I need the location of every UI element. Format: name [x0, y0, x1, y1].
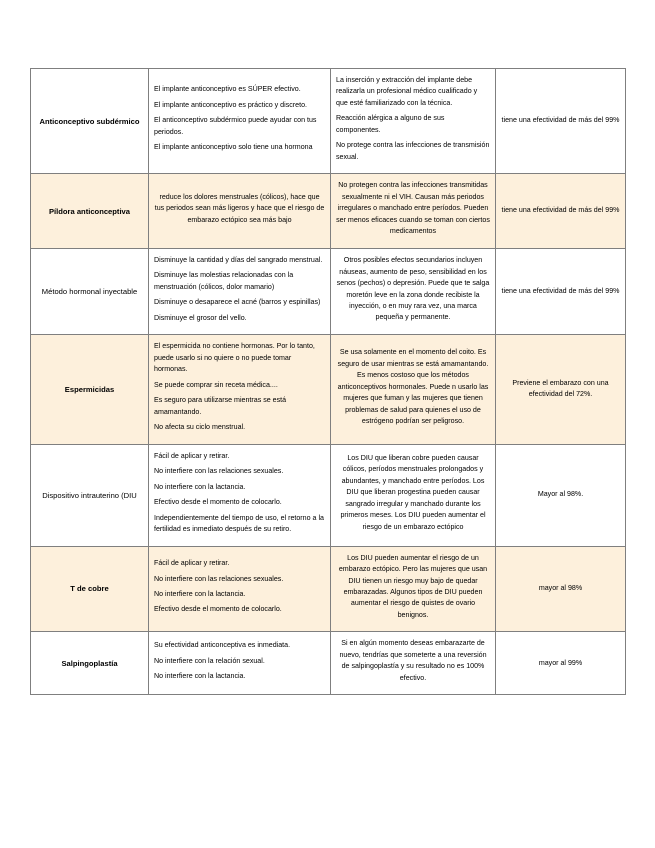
method-name-cell: Espermicidas [31, 335, 149, 444]
benefits-cell-line: El anticonceptivo subdérmico puede ayudar con tus periodos. [154, 116, 317, 136]
benefits-cell-line: Fácil de aplicar y retirar. [154, 451, 230, 460]
table-row [31, 335, 626, 444]
effectiveness-cell-line: mayor al 99% [538, 658, 583, 667]
effectiveness-cell [496, 174, 626, 248]
effectiveness-cell [496, 546, 626, 632]
benefits-cell [149, 632, 331, 695]
table-row [31, 174, 626, 248]
benefits-cell [149, 174, 331, 248]
risks-cell-line: Los DIU pueden aumentar el riesgo de un embarazo ectópico. Pero las mujeres que usan DIU tienen un riesgo muy bajo de quedar embarazadas. Algunos tipos de DIU pueden aumentar el riesgo de quistes de ovario benignos. [338, 553, 488, 619]
method-name-cell: Píldora anticonceptiva [31, 174, 149, 248]
effectiveness-cell-line: Mayor al 98%. [537, 490, 584, 499]
risks-cell-line: La inserción y extracción del implante debe realizarla un profesional médico cualificado y que esté familiarizado con la técnica. [336, 76, 478, 107]
method-name-cell: T de cobre [31, 546, 149, 632]
risks-cell [331, 444, 496, 546]
benefits-cell [149, 69, 331, 174]
effectiveness-cell [496, 248, 626, 334]
table-row [31, 546, 626, 632]
table-body [31, 69, 626, 695]
benefits-cell [149, 248, 331, 334]
benefits-cell-line: No interfiere con la lactancia. [154, 482, 246, 491]
method-name-cell: Método hormonal inyectable [31, 248, 149, 334]
risks-cell-line: No protege contra las infecciones de transmisión sexual. [336, 141, 490, 161]
risks-cell-line: Otros posibles efectos secundarios incluyen náuseas, aumento de peso, sensibilidad en los senos (pechos) o depresión. Puede que te salga moretón leve en la zona donde recibiste la inyección, o en muy rara vez, una marca pequeña y permanente. [336, 256, 490, 322]
benefits-cell-line: No interfiere con las relaciones sexuales. [154, 574, 284, 583]
benefits-cell [149, 444, 331, 546]
contraceptive-comparison-table [30, 68, 626, 695]
risks-cell [331, 335, 496, 444]
effectiveness-cell [496, 444, 626, 546]
effectiveness-cell-line: Previene el embarazo con una efectividad del 72%. [512, 378, 609, 399]
effectiveness-cell-line: tiene una efectividad de más del 99% [501, 286, 620, 295]
benefits-cell-line: Disminuye el grosor del vello. [154, 313, 247, 322]
benefits-cell-line: El implante anticonceptivo solo tiene una hormona [154, 143, 313, 152]
risks-cell-line: Si en algún momento deseas embarazarte de nuevo, tendrías que someterte a una reversión de salpingoplastía y su resultado no es 100% efectivo. [339, 639, 487, 682]
benefits-cell-line: Independientemente del tiempo de uso, el retorno a la fertilidad es inmediato después de su retiro. [154, 513, 324, 534]
method-name-cell: Salpingoplastía [31, 632, 149, 695]
benefits-cell [149, 335, 331, 444]
benefits-cell-line: El espermicida no contiene hormonas. Por lo tanto, puede usarlo si no quiere o no puede tomar hormonas. [154, 342, 315, 374]
benefits-cell-line: No interfiere con las relaciones sexuales. [154, 467, 284, 476]
benefits-cell-line: Disminuye o desaparece el acné (barros y espinillas) [154, 298, 321, 307]
risks-cell [331, 632, 496, 695]
table-row [31, 69, 626, 174]
table-row [31, 248, 626, 334]
effectiveness-cell-line: mayor al 98% [538, 584, 583, 593]
effectiveness-cell [496, 632, 626, 695]
benefits-cell-line: reduce los dolores menstruales (cólicos), hace que tus periodos sean más ligeros y hace que el riesgo de embarazo ectópico sea más bajo [154, 192, 325, 224]
benefits-cell-line: No interfiere con la lactancia. [154, 589, 246, 598]
risks-cell-line: Los DIU que liberan cobre pueden causar cólicos, períodos menstruales prolongados y abundantes, y manchado entre períodos. Los DIU que liberan progestina pueden causar sangrado irregular y manchado durante los primeros meses. Los DIU pueden aumentar el riesgo de un embarazo ectópico [340, 453, 486, 531]
benefits-cell-line: Fácil de aplicar y retirar. [154, 559, 230, 568]
benefits-cell-line: No afecta su ciclo menstrual. [154, 423, 246, 432]
method-name-cell: Dispositivo intrauterino (DIU [31, 444, 149, 546]
risks-cell-line: Reacción alérgica a alguno de sus componentes. [336, 114, 445, 134]
benefits-cell-line: Su efectividad anticonceptiva es inmediata. [154, 641, 291, 650]
benefits-cell-line: Efectivo desde el momento de colocarlo. [154, 498, 282, 507]
risks-cell [331, 174, 496, 248]
benefits-cell-line: Es seguro para utilizarse mientras se está amamantando. [154, 396, 287, 416]
benefits-cell-line: Efectivo desde el momento de colocarlo. [154, 605, 282, 614]
benefits-cell-line: No interfiere con la relación sexual. [154, 656, 265, 665]
benefits-cell-line: Disminuye la cantidad y días del sangrado menstrual. [154, 255, 323, 264]
risks-cell [331, 248, 496, 334]
table-row [31, 444, 626, 546]
risks-cell [331, 69, 496, 174]
risks-cell-line: No protegen contra las infecciones transmitidas sexualmente ni el VIH. Causan más periodos irregulares o manchado entre períodos. Pueden ser menos eficaces cuando se toman con ciertos medicamentos [336, 181, 490, 236]
benefits-cell-line: Disminuye las molestias relacionadas con la menstruación (cólicos, dolor mamario) [154, 271, 294, 291]
method-name-cell: Anticonceptivo subdérmico [31, 69, 149, 174]
effectiveness-cell [496, 335, 626, 444]
benefits-cell-line: Se puede comprar sin receta médica.... [154, 380, 278, 389]
benefits-cell-line: El implante anticonceptivo es práctico y discreto. [154, 100, 307, 109]
effectiveness-cell-line: tiene una efectividad de más del 99% [501, 206, 620, 215]
table-row [31, 632, 626, 695]
effectiveness-cell [496, 69, 626, 174]
benefits-cell-line: El implante anticonceptivo es SÚPER efectivo. [154, 85, 301, 94]
risks-cell [331, 546, 496, 632]
benefits-cell [149, 546, 331, 632]
benefits-cell-line: No interfiere con la lactancia. [154, 672, 246, 681]
effectiveness-cell-line: tiene una efectividad de más del 99% [501, 116, 620, 125]
risks-cell-line: Se usa solamente en el momento del coito. Es seguro de usar mientras se está amamantando. Es menos costoso que los métodos anticonceptivos hormonales. Puede n usarlo las mujeres que fuman y las mujeres que tienen problemas de salud para quienes el uso de estrógeno podrían ser peligroso. [337, 348, 489, 426]
